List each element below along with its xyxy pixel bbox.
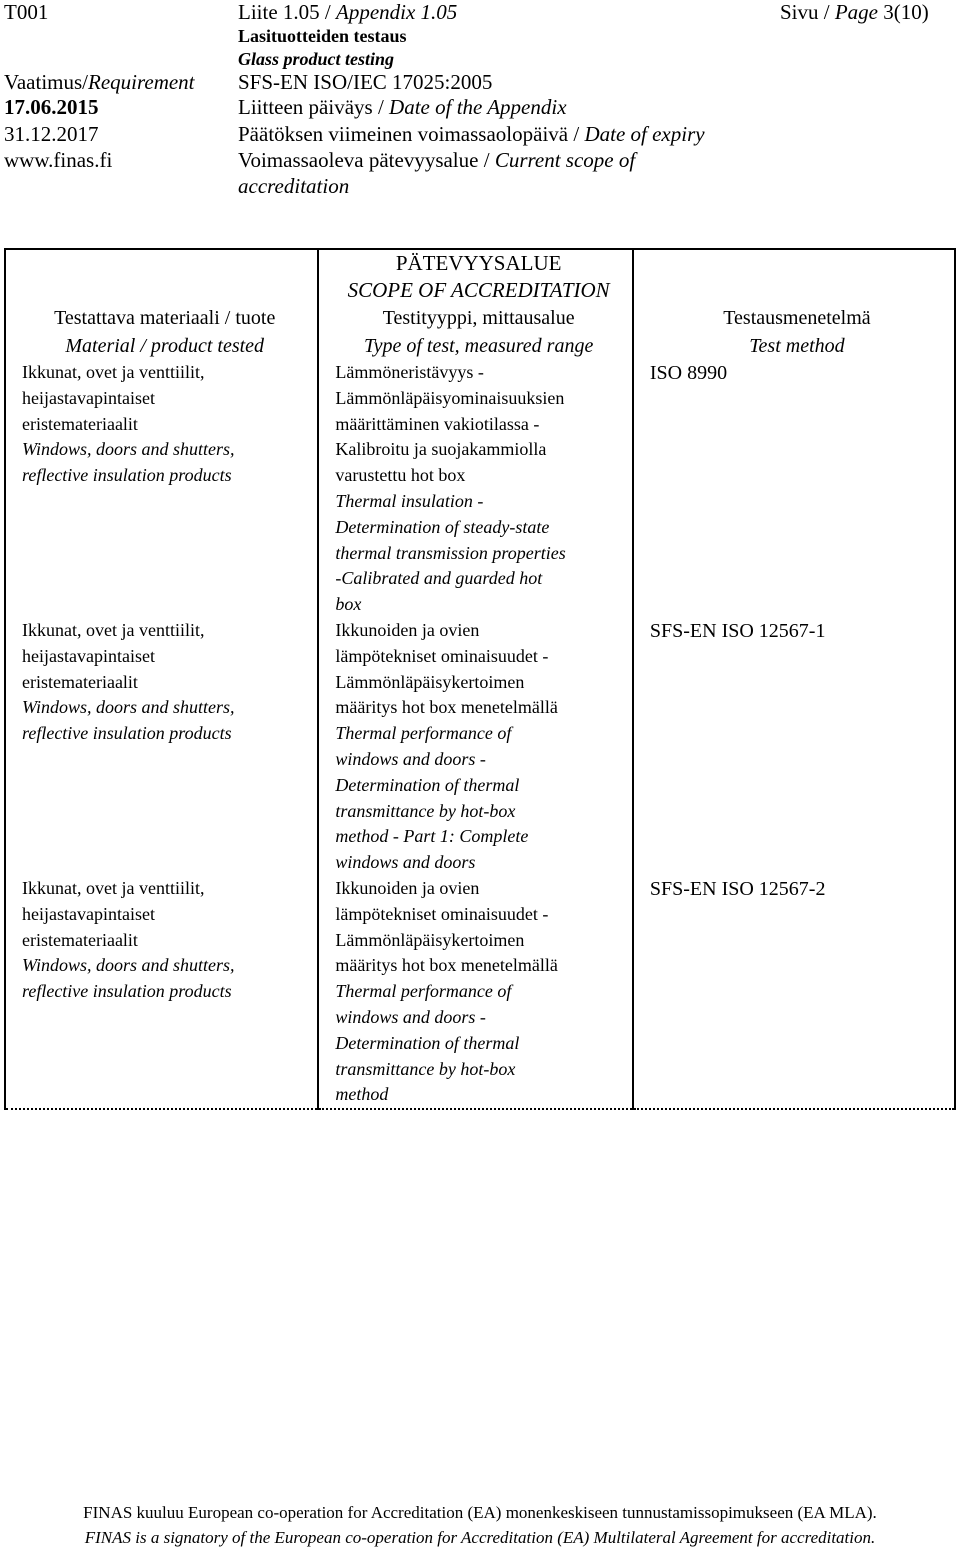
test-fi-line: varustettu hot box — [335, 465, 466, 486]
test-en-line: Thermal performance of — [335, 723, 512, 744]
test-en-line: box — [335, 594, 362, 615]
method-cell — [633, 360, 955, 618]
test-en-line: windows and doors - — [335, 1006, 486, 1027]
test-en-line: method — [335, 1084, 389, 1105]
method-cell — [633, 618, 955, 876]
requirement-label: Vaatimus/Requirement — [4, 70, 195, 94]
test-fi-line: Kalibroitu ja suojakammiolla — [335, 439, 547, 460]
table-row — [5, 618, 955, 876]
material-en-line: Windows, doors and shutters, — [22, 439, 235, 460]
material-fi-line: eristemateriaalit — [22, 929, 138, 950]
material-fi-line: eristemateriaalit — [22, 671, 138, 692]
material-fi-line: Ikkunat, ovet ja venttiilit, — [22, 619, 205, 640]
test-en-line: method - Part 1: Complete — [335, 826, 529, 847]
material-cell — [5, 876, 318, 1109]
test-method: ISO 8990 — [649, 362, 728, 384]
test-fi-line: Ikkunoiden ja ovien — [335, 619, 480, 640]
scope-spacer-left — [5, 249, 318, 304]
test-method: SFS-EN ISO 12567-2 — [649, 877, 826, 900]
test-en-line: Determination of steady-state — [335, 516, 550, 537]
appendix-date-label: Liitteen päiväys / Date of the Appendix — [238, 95, 567, 119]
scope-table-body — [5, 360, 955, 1109]
test-en-line: Determination of thermal — [335, 1032, 520, 1053]
test-type-cell — [318, 876, 632, 1109]
material-fi-line: heijastavapintaiset — [22, 387, 155, 408]
column-header-method-en: Test method — [749, 335, 845, 357]
material-fi-line: heijastavapintaiset — [22, 903, 155, 924]
test-fi-line: määritys hot box menetelmällä — [335, 955, 558, 976]
material-en-line: Windows, doors and shutters, — [22, 697, 235, 718]
material-en-line: Windows, doors and shutters, — [22, 955, 235, 976]
column-header-material — [5, 304, 318, 360]
column-header-test-type-en: Type of test, measured range — [363, 335, 594, 357]
test-fi-line: Lämmöneristävyys - — [335, 362, 484, 382]
test-en-line: transmittance by hot-box — [335, 1058, 516, 1079]
method-cell — [633, 876, 955, 1109]
test-en-line: Thermal performance of — [335, 981, 512, 1002]
test-fi-line: lämpötekniset ominaisuudet - — [335, 645, 549, 666]
scope-label-line2: accreditation — [238, 174, 350, 198]
column-header-test-type — [318, 304, 632, 360]
lab-name-fi: Lasituotteiden testaus — [238, 26, 407, 46]
scope-label-line1: Voimassaoleva pätevyysalue / Current scope of — [238, 148, 636, 172]
test-type-cell — [318, 618, 632, 876]
scope-table — [4, 248, 956, 1110]
material-fi-line: heijastavapintaiset — [22, 645, 155, 666]
material-en-line: reflective insulation products — [22, 981, 232, 1002]
test-en-line: windows and doors - — [335, 748, 486, 769]
expiry-date: 31.12.2017 — [4, 122, 99, 146]
appendix-label: Liite 1.05 / Appendix 1.05 — [238, 0, 458, 24]
footer-en: FINAS is a signatory of the European co-operation for Accreditation (EA) Multilateral Agreement for accreditation. — [84, 1528, 876, 1547]
test-en-line: -Calibrated and guarded hot — [335, 568, 543, 589]
column-header-material-en: Material / product tested — [65, 335, 265, 357]
doc-code: T001 — [4, 0, 49, 24]
material-fi-line: eristemateriaalit — [22, 413, 138, 434]
requirement-value: SFS-EN ISO/IEC 17025:2005 — [238, 70, 493, 94]
test-en-line: Determination of thermal — [335, 774, 520, 795]
test-fi-line: Lämmönläpäisykertoimen — [335, 929, 525, 950]
scope-title — [318, 249, 632, 304]
test-fi-line: Lämmönläpäisyominaisuuksien — [335, 387, 565, 408]
material-fi-line: Ikkunat, ovet ja venttiilit, — [22, 362, 205, 382]
test-en-line: transmittance by hot-box — [335, 800, 516, 821]
column-header-material-fi: Testattava materiaali / tuote — [54, 307, 276, 329]
footer-fi: FINAS kuuluu European co-operation for Accreditation (EA) monenkeskiseen tunnustamissopimukseen (EA MLA). — [83, 1503, 877, 1522]
scope-title-fi: PÄTEVYYSALUE — [395, 251, 562, 275]
test-fi-line: määrittäminen vakiotilassa - — [335, 413, 540, 434]
test-fi-line: Ikkunoiden ja ovien — [335, 877, 480, 898]
page-number: Sivu / Page 3(10) — [780, 0, 929, 24]
scope-title-en: SCOPE OF ACCREDITATION — [347, 278, 610, 302]
material-en-line: reflective insulation products — [22, 465, 232, 486]
table-row — [5, 360, 955, 618]
test-en-line: Thermal insulation - — [335, 490, 484, 511]
test-en-line: windows and doors — [335, 852, 476, 873]
test-method: SFS-EN ISO 12567-1 — [649, 619, 826, 642]
test-type-cell — [318, 360, 632, 618]
appendix-date: 17.06.2015 — [4, 95, 99, 119]
test-fi-line: määritys hot box menetelmällä — [335, 697, 558, 718]
test-en-line: thermal transmission properties — [335, 542, 566, 563]
lab-name-en: Glass product testing — [238, 49, 395, 69]
column-header-method — [633, 304, 955, 360]
test-fi-line: lämpötekniset ominaisuudet - — [335, 903, 549, 924]
expiry-label: Päätöksen viimeinen voimassaolopäivä / Date of expiry — [238, 122, 705, 146]
scope-spacer-right — [633, 249, 955, 304]
material-fi-line: Ikkunat, ovet ja venttiilit, — [22, 877, 205, 898]
website: www.finas.fi — [4, 148, 113, 172]
column-header-test-type-fi: Testityyppi, mittausalue — [382, 307, 575, 329]
table-row — [5, 876, 955, 1109]
column-header-method-fi: Testausmenetelmä — [723, 307, 871, 329]
test-fi-line: Lämmönläpäisykertoimen — [335, 671, 525, 692]
material-cell — [5, 360, 318, 618]
material-en-line: reflective insulation products — [22, 723, 232, 744]
material-cell — [5, 618, 318, 876]
